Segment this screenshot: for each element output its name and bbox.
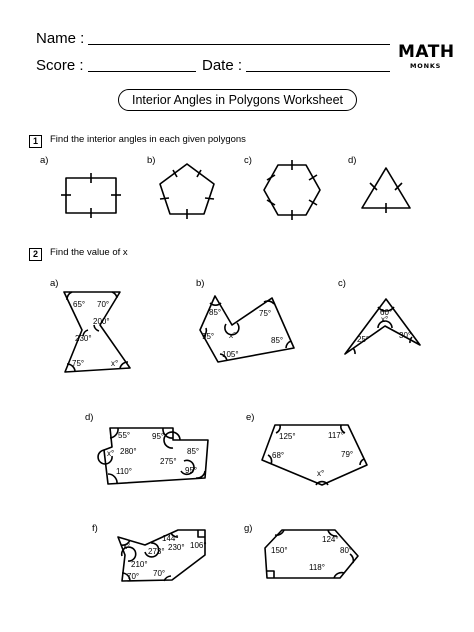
logo-text: MATH — [398, 42, 455, 62]
q2d-angle-280: 280° — [120, 447, 137, 456]
q2d-angle-110: 110° — [116, 467, 132, 476]
q2d-angle-x: x° — [107, 449, 115, 458]
q2e-angle-125: 125° — [279, 432, 296, 441]
q2e-angle-x: x° — [317, 469, 325, 478]
q2b-angle-85: 85° — [209, 308, 222, 317]
q2-part-d: d) — [85, 412, 94, 423]
score-label: Score : — [36, 57, 84, 74]
question-2-text: Find the value of x — [50, 247, 128, 258]
q1-part-d: d) — [348, 155, 357, 166]
q2e-angle-68: 68° — [272, 451, 285, 460]
q2-part-a: a) — [50, 278, 59, 289]
q1-part-c: c) — [244, 155, 252, 166]
q2d-angle-275: 275° — [160, 457, 177, 466]
q2-part-f: f) — [92, 523, 98, 534]
q2c-angle-25: 25° — [357, 335, 370, 344]
q2d-angle-55: 55° — [118, 431, 131, 440]
q2f-angle-273: 273° — [148, 547, 165, 556]
q2c-angle-60: 60° — [380, 308, 393, 317]
q2b-angle-95: 95° — [202, 332, 215, 341]
q2f-angle-x: x° — [123, 542, 131, 551]
q2f-angle-144: 144° — [162, 534, 179, 543]
question-2-number: 2 — [29, 248, 42, 261]
question-1-number: 1 — [29, 135, 42, 148]
q2a-angle-70: 70° — [97, 300, 110, 309]
q2d-angle-95b: 95° — [185, 466, 198, 475]
q2a-angle-x: x° — [111, 359, 119, 368]
q1-pentagon — [160, 164, 214, 219]
q1-hexagon — [264, 160, 320, 220]
date-label: Date : — [202, 57, 243, 74]
q2b-figure — [200, 296, 294, 362]
q2a-angle-75: 75° — [72, 359, 85, 368]
q2d-angle-95: 95° — [152, 432, 165, 441]
q2b-angle-85b: 85° — [271, 336, 284, 345]
q2f-angle-70b: 70° — [153, 569, 166, 578]
q2e-angle-79: 79° — [341, 450, 354, 459]
q1-part-b: b) — [147, 155, 156, 166]
q2d-angle-85: 85° — [187, 447, 200, 456]
q2f-angle-106: 106° — [190, 541, 207, 550]
q2a-angle-65: 65° — [73, 300, 86, 309]
worksheet-title: Interior Angles in Polygons Worksheet — [118, 89, 357, 111]
q2b-angle-75: 75° — [259, 309, 272, 318]
q2g-angle-118: 118° — [309, 563, 325, 572]
q2g-angle-150: 150° — [271, 546, 288, 555]
name-label: Name : — [36, 30, 85, 47]
q2a-angle-200: 200° — [93, 317, 110, 326]
q2f-angle-70a: 70° — [127, 572, 140, 581]
q2-part-e: e) — [246, 412, 255, 423]
q2b-angle-105: 105° — [222, 350, 239, 359]
q1-part-a: a) — [40, 155, 49, 166]
question-1-text: Find the interior angles in each given polygons — [50, 134, 246, 145]
q2g-angle-80: 80° — [340, 546, 353, 555]
q1-square — [61, 173, 121, 218]
q2-part-b: b) — [196, 278, 205, 289]
q2-part-g: g) — [244, 523, 253, 534]
q2e-angle-117: 117° — [328, 431, 344, 440]
q2c-angle-x: x° — [381, 315, 389, 324]
q1-triangle — [362, 168, 410, 213]
q2g-angle-124: 124° — [322, 535, 339, 544]
q2b-angle-x: x° — [229, 331, 237, 340]
q2f-angle-230: 230° — [168, 543, 185, 552]
logo-subtext: MONKS — [410, 62, 442, 70]
q2c-angle-30: 30° — [399, 331, 412, 340]
q2-part-c: c) — [338, 278, 346, 289]
q2a-angle-230: 230° — [75, 334, 92, 343]
q2f-angle-210: 210° — [131, 560, 148, 569]
